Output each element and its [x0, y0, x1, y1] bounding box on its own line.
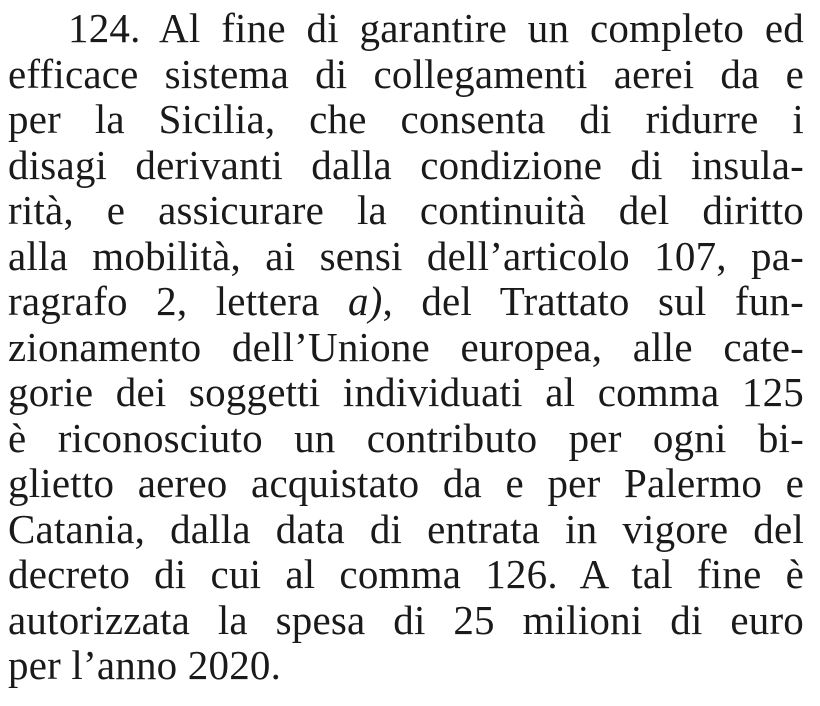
text-line: per la Sicilia, che consenta di ridurre i	[8, 96, 804, 142]
text-fragment: , del Trattato sul fun-	[382, 278, 804, 324]
text-line: 124. Al fine di garantire un completo ed	[68, 5, 804, 51]
text-line: efficace sistema di collegamenti aerei da e	[8, 50, 804, 97]
text-line: gorie dei soggetti individuati al comma 125	[8, 369, 804, 415]
text-line: per l’anno 2020.	[8, 642, 282, 688]
text-line: autorizzata la spesa di 25 milioni di euro	[8, 596, 804, 643]
text-line: glietto aereo acquistato da e per Palermo e	[8, 460, 804, 506]
italic-letter-reference: a)	[347, 278, 383, 324]
text-line: disagi derivanti dalla condizione di insula-	[8, 141, 804, 188]
text-line-with-italic	[8, 279, 804, 325]
paragraph-comma-124	[8, 6, 804, 689]
text-line: Catania, dalla data di entrata in vigore del	[8, 505, 804, 552]
text-fragment: ragrafo 2, lettera	[8, 278, 348, 324]
text-line: rità, e assicurare la continuità del diritto	[8, 187, 804, 233]
text-line: alla mobilità, ai sensi dell’articolo 107, pa-	[8, 232, 804, 279]
text-line: zionamento dell’Unione europea, alle cate-	[8, 323, 804, 370]
text-line: decreto di cui al comma 126. A tal fine è	[8, 551, 804, 597]
text-line: è riconosciuto un contributo per ogni bi-	[8, 414, 804, 461]
